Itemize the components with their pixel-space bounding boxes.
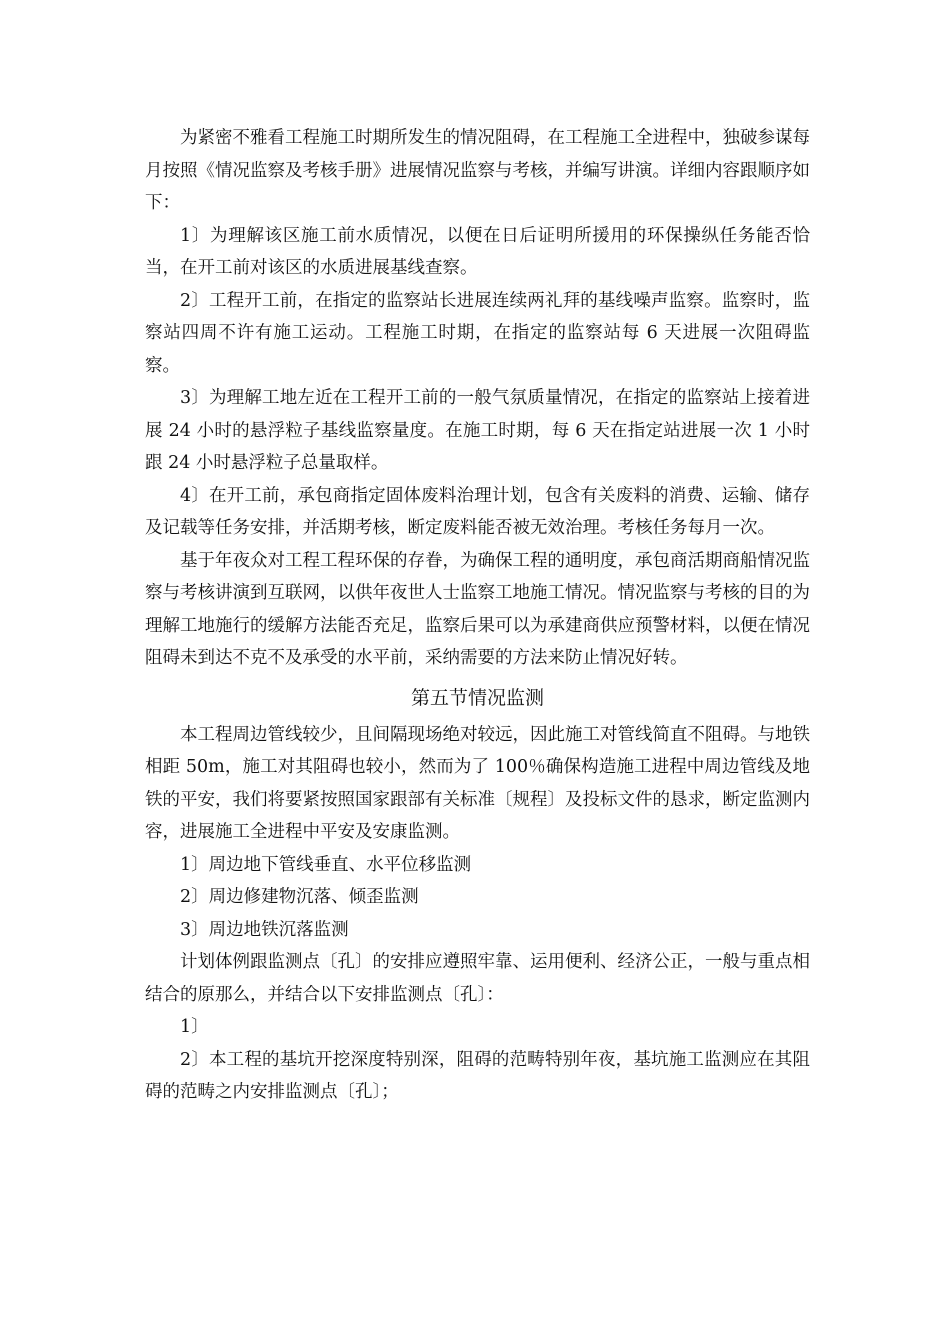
- paragraph-item-2: 2〕工程开工前，在指定的监察站长进展连续两礼拜的基线噪声监察。监察时，监察站四周不许有施工运动。工程施工时期，在指定的监察站每 6 天进展一次阻碍监察。: [145, 290, 810, 376]
- paragraph-monitor-item-3: 3〕周边地铁沉落监测: [180, 919, 349, 940]
- document-page: [145, 122, 810, 1109]
- paragraph-monitoring-intro: 本工程周边管线较少，且间隔现场绝对较远，因此施工对管线简直不阻碍。与地铁相距 50m，施工对其阻碍也较小，然而为了 100％确保构造施工进程中周边管线及地铁的平安，我们将要紧按照国家跟部有关标准〔规程〕及投标文件的恳求，断定监测内容，进展施工全进程中平安及安康监测。: [145, 724, 810, 842]
- paragraph-point-item-1: 1〕: [180, 1017, 209, 1037]
- paragraph-item-3: 3〕为理解工地左近在工程开工前的一般气氛质量情况，在指定的监察站上接着进展 24 小时的悬浮粒子基线监察量度。在施工时期，每 6 天在指定站进展一次 1 小时跟 24 小时悬浮粒子总量取样。: [145, 388, 810, 473]
- paragraph-point-item-2: 2〕本工程的基坑开挖深度特别深，阻碍的范畴特别年夜，基坑施工监测应在其阻碍的范畴之内安排监测点〔孔〕；: [145, 1049, 810, 1102]
- paragraph-monitor-points: 计划体例跟监测点〔孔〕的安排应遵照牢靠、运用便利、经济公正，一般与重点相结合的原那么，并结合以下安排监测点〔孔〕：: [145, 952, 810, 1005]
- paragraph-public-transparency: 基于年夜众对工程工程环保的存眷，为确保工程的通明度，承包商活期商船情况监察与考核讲演到互联网，以供年夜世人士监察工地施工情况。情况监察与考核的目的为理解工地施行的缓解方法能否充足，监察后果可以为承建商供应预警材料，以便在情况阻碍未到达不克不及承受的水平前，采纳需要的方法来防止情况好转。: [145, 550, 810, 668]
- paragraph-intro: 为紧密不雅看工程施工时期所发生的情况阻碍，在工程施工全进程中，独破参谋每月按照《情况监察及考核手册》进展情况监察与考核，并编写讲演。详细内容跟顺序如下：: [145, 128, 810, 213]
- paragraph-monitor-item-2: 2〕周边修建物沉落、倾歪监测: [180, 887, 419, 907]
- section-heading: 第五节情况监测: [410, 686, 544, 709]
- paragraph-item-1: 1〕为理解该区施工前水质情况，以便在日后证明所援用的环保操纵任务能否恰当，在开工前对该区的水质进展基线查察。: [145, 225, 810, 278]
- paragraph-item-4: 4〕在开工前，承包商指定固体废料治理计划，包含有关废料的消费、运输、储存及记载等任务安排，并活期考核，断定废料能否被无效治理。考核任务每月一次。: [145, 485, 810, 538]
- paragraph-monitor-item-1: 1〕周边地下管线垂直、水平位移监测: [180, 854, 472, 875]
